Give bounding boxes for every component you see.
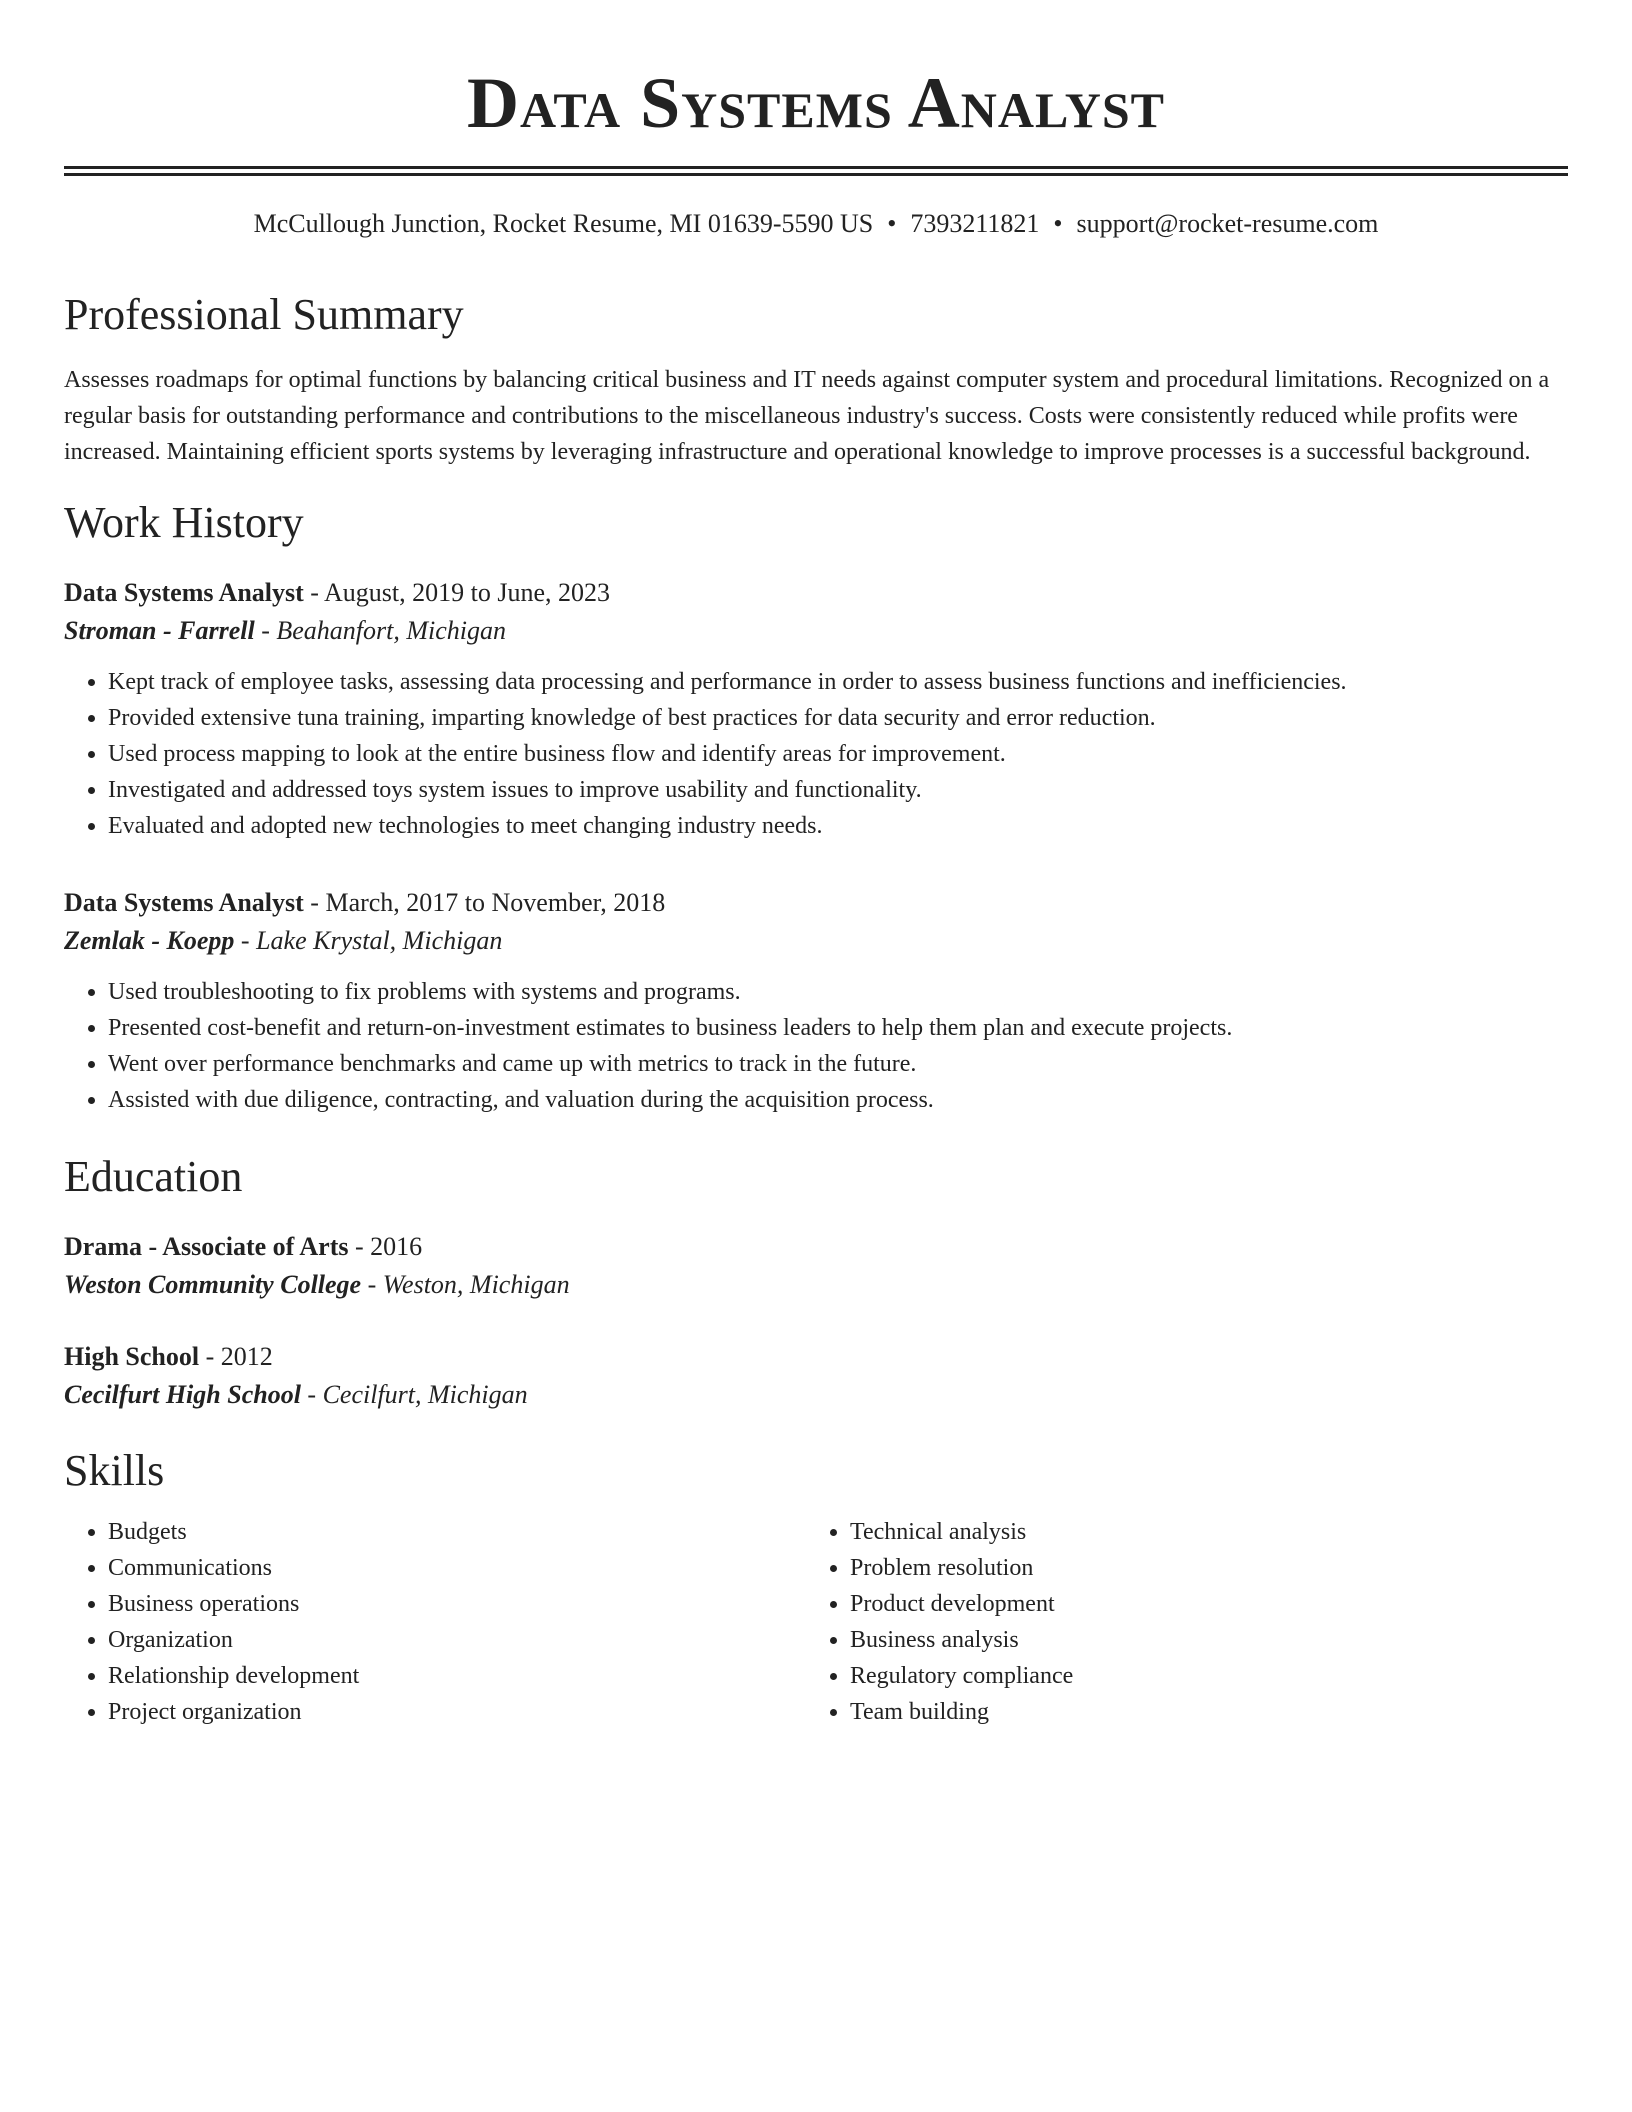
job-title-line bbox=[64, 574, 1568, 612]
job-entry bbox=[64, 574, 1568, 844]
job-company: Stroman - Farrell bbox=[64, 616, 255, 645]
skills-column-right bbox=[806, 1514, 1548, 1730]
education-degree-line bbox=[64, 1228, 1568, 1266]
education-location: - Cecilfurt, Michigan bbox=[300, 1380, 528, 1409]
contact-email: support@rocket-resume.com bbox=[1076, 209, 1379, 238]
job-bullet: • Investigated and addressed toys system issues to improve usability and functionality. bbox=[108, 772, 1568, 808]
education-degree: High School bbox=[64, 1342, 200, 1371]
education-location: - Weston, Michigan bbox=[361, 1270, 570, 1299]
job-bullet: • Evaluated and adopted new technologies to meet changing industry needs. bbox=[108, 808, 1568, 844]
job-dates: - August, 2019 to June, 2023 bbox=[303, 578, 611, 607]
job-bullet: • Went over performance benchmarks and came up with metrics to track in the future. bbox=[108, 1046, 1568, 1082]
summary-text: Assesses roadmaps for optimal functions by balancing critical business and IT needs against computer system and procedural limitations. Recognized on a regular basis for outstanding performance and contributions to the miscellaneous industry's success. Costs were consistently reduced while profits were increased. Maintaining efficient sports systems by leveraging infrastructure and operational knowledge to improve processes is a successful background. bbox=[64, 367, 1550, 465]
education-school-line bbox=[64, 1376, 1568, 1414]
work-history-heading: Work History bbox=[64, 498, 304, 547]
job-title: Data Systems Analyst bbox=[64, 888, 304, 917]
skill-item: • Team building bbox=[850, 1694, 1548, 1730]
education-entry bbox=[64, 1338, 1568, 1414]
summary-section bbox=[64, 288, 1568, 470]
job-bullet: • Presented cost-benefit and return-on-investment estimates to business leaders to help them plan and execute projects. bbox=[108, 1010, 1568, 1046]
skill-item: • Regulatory compliance bbox=[850, 1658, 1548, 1694]
job-bullets bbox=[64, 664, 1568, 844]
job-title-line bbox=[64, 884, 1568, 922]
education-entry bbox=[64, 1228, 1568, 1304]
job-bullet: • Provided extensive tuna training, imparting knowledge of best practices for data security and error reduction. bbox=[108, 700, 1568, 736]
job-bullet: • Kept track of employee tasks, assessing data processing and performance in order to assess business functions and inefficiencies. bbox=[108, 664, 1568, 700]
contact-address: McCullough Junction, Rocket Resume, MI 01639-5590 US bbox=[253, 209, 874, 238]
job-location: - Beahanfort, Michigan bbox=[254, 616, 507, 645]
skills-heading: Skills bbox=[64, 1446, 165, 1495]
job-entry bbox=[64, 884, 1568, 1118]
work-history-section bbox=[64, 496, 1568, 1118]
skill-item: • Business operations bbox=[108, 1586, 806, 1622]
skill-item: • Business analysis bbox=[850, 1622, 1548, 1658]
skill-item: • Communications bbox=[108, 1550, 806, 1586]
education-school: Weston Community College bbox=[64, 1270, 362, 1299]
skills-section bbox=[64, 1444, 1568, 1730]
job-company: Zemlak - Koepp bbox=[64, 926, 235, 955]
education-degree-line bbox=[64, 1338, 1568, 1376]
skill-item: • Project organization bbox=[108, 1694, 806, 1730]
job-title: Data Systems Analyst bbox=[64, 578, 304, 607]
skill-item: • Organization bbox=[108, 1622, 806, 1658]
education-degree: Drama - Associate of Arts bbox=[64, 1232, 349, 1261]
contact-phone: 7393211821 bbox=[910, 209, 1040, 238]
job-dates: - March, 2017 to November, 2018 bbox=[303, 888, 666, 917]
skill-item: • Budgets bbox=[108, 1514, 806, 1550]
education-year: - 2016 bbox=[348, 1232, 423, 1261]
resume-title: Data Systems Analyst bbox=[466, 63, 1166, 143]
skill-item: • Technical analysis bbox=[850, 1514, 1548, 1550]
education-school: Cecilfurt High School bbox=[64, 1380, 301, 1409]
job-bullet: • Used process mapping to look at the entire business flow and identify areas for improvement. bbox=[108, 736, 1568, 772]
summary-heading: Professional Summary bbox=[64, 290, 464, 339]
contact-line bbox=[64, 206, 1568, 242]
job-bullet: • Assisted with due diligence, contracting, and valuation during the acquisition process. bbox=[108, 1082, 1568, 1118]
job-bullets bbox=[64, 974, 1568, 1118]
skill-item: • Relationship development bbox=[108, 1658, 806, 1694]
job-location: - Lake Krystal, Michigan bbox=[234, 926, 503, 955]
contact-separator: • bbox=[887, 209, 897, 238]
job-company-line bbox=[64, 612, 1568, 650]
skill-item: • Product development bbox=[850, 1586, 1548, 1622]
skills-grid bbox=[64, 1514, 1568, 1730]
skill-item: • Problem resolution bbox=[850, 1550, 1548, 1586]
skills-column-left bbox=[64, 1514, 806, 1730]
education-year: - 2012 bbox=[199, 1342, 273, 1371]
contact-separator: • bbox=[1053, 209, 1063, 238]
job-company-line bbox=[64, 922, 1568, 960]
title-divider bbox=[64, 166, 1568, 176]
education-school-line bbox=[64, 1266, 1568, 1304]
education-heading: Education bbox=[64, 1152, 243, 1201]
job-bullet: • Used troubleshooting to fix problems with systems and programs. bbox=[108, 974, 1568, 1010]
education-section bbox=[64, 1150, 1568, 1414]
